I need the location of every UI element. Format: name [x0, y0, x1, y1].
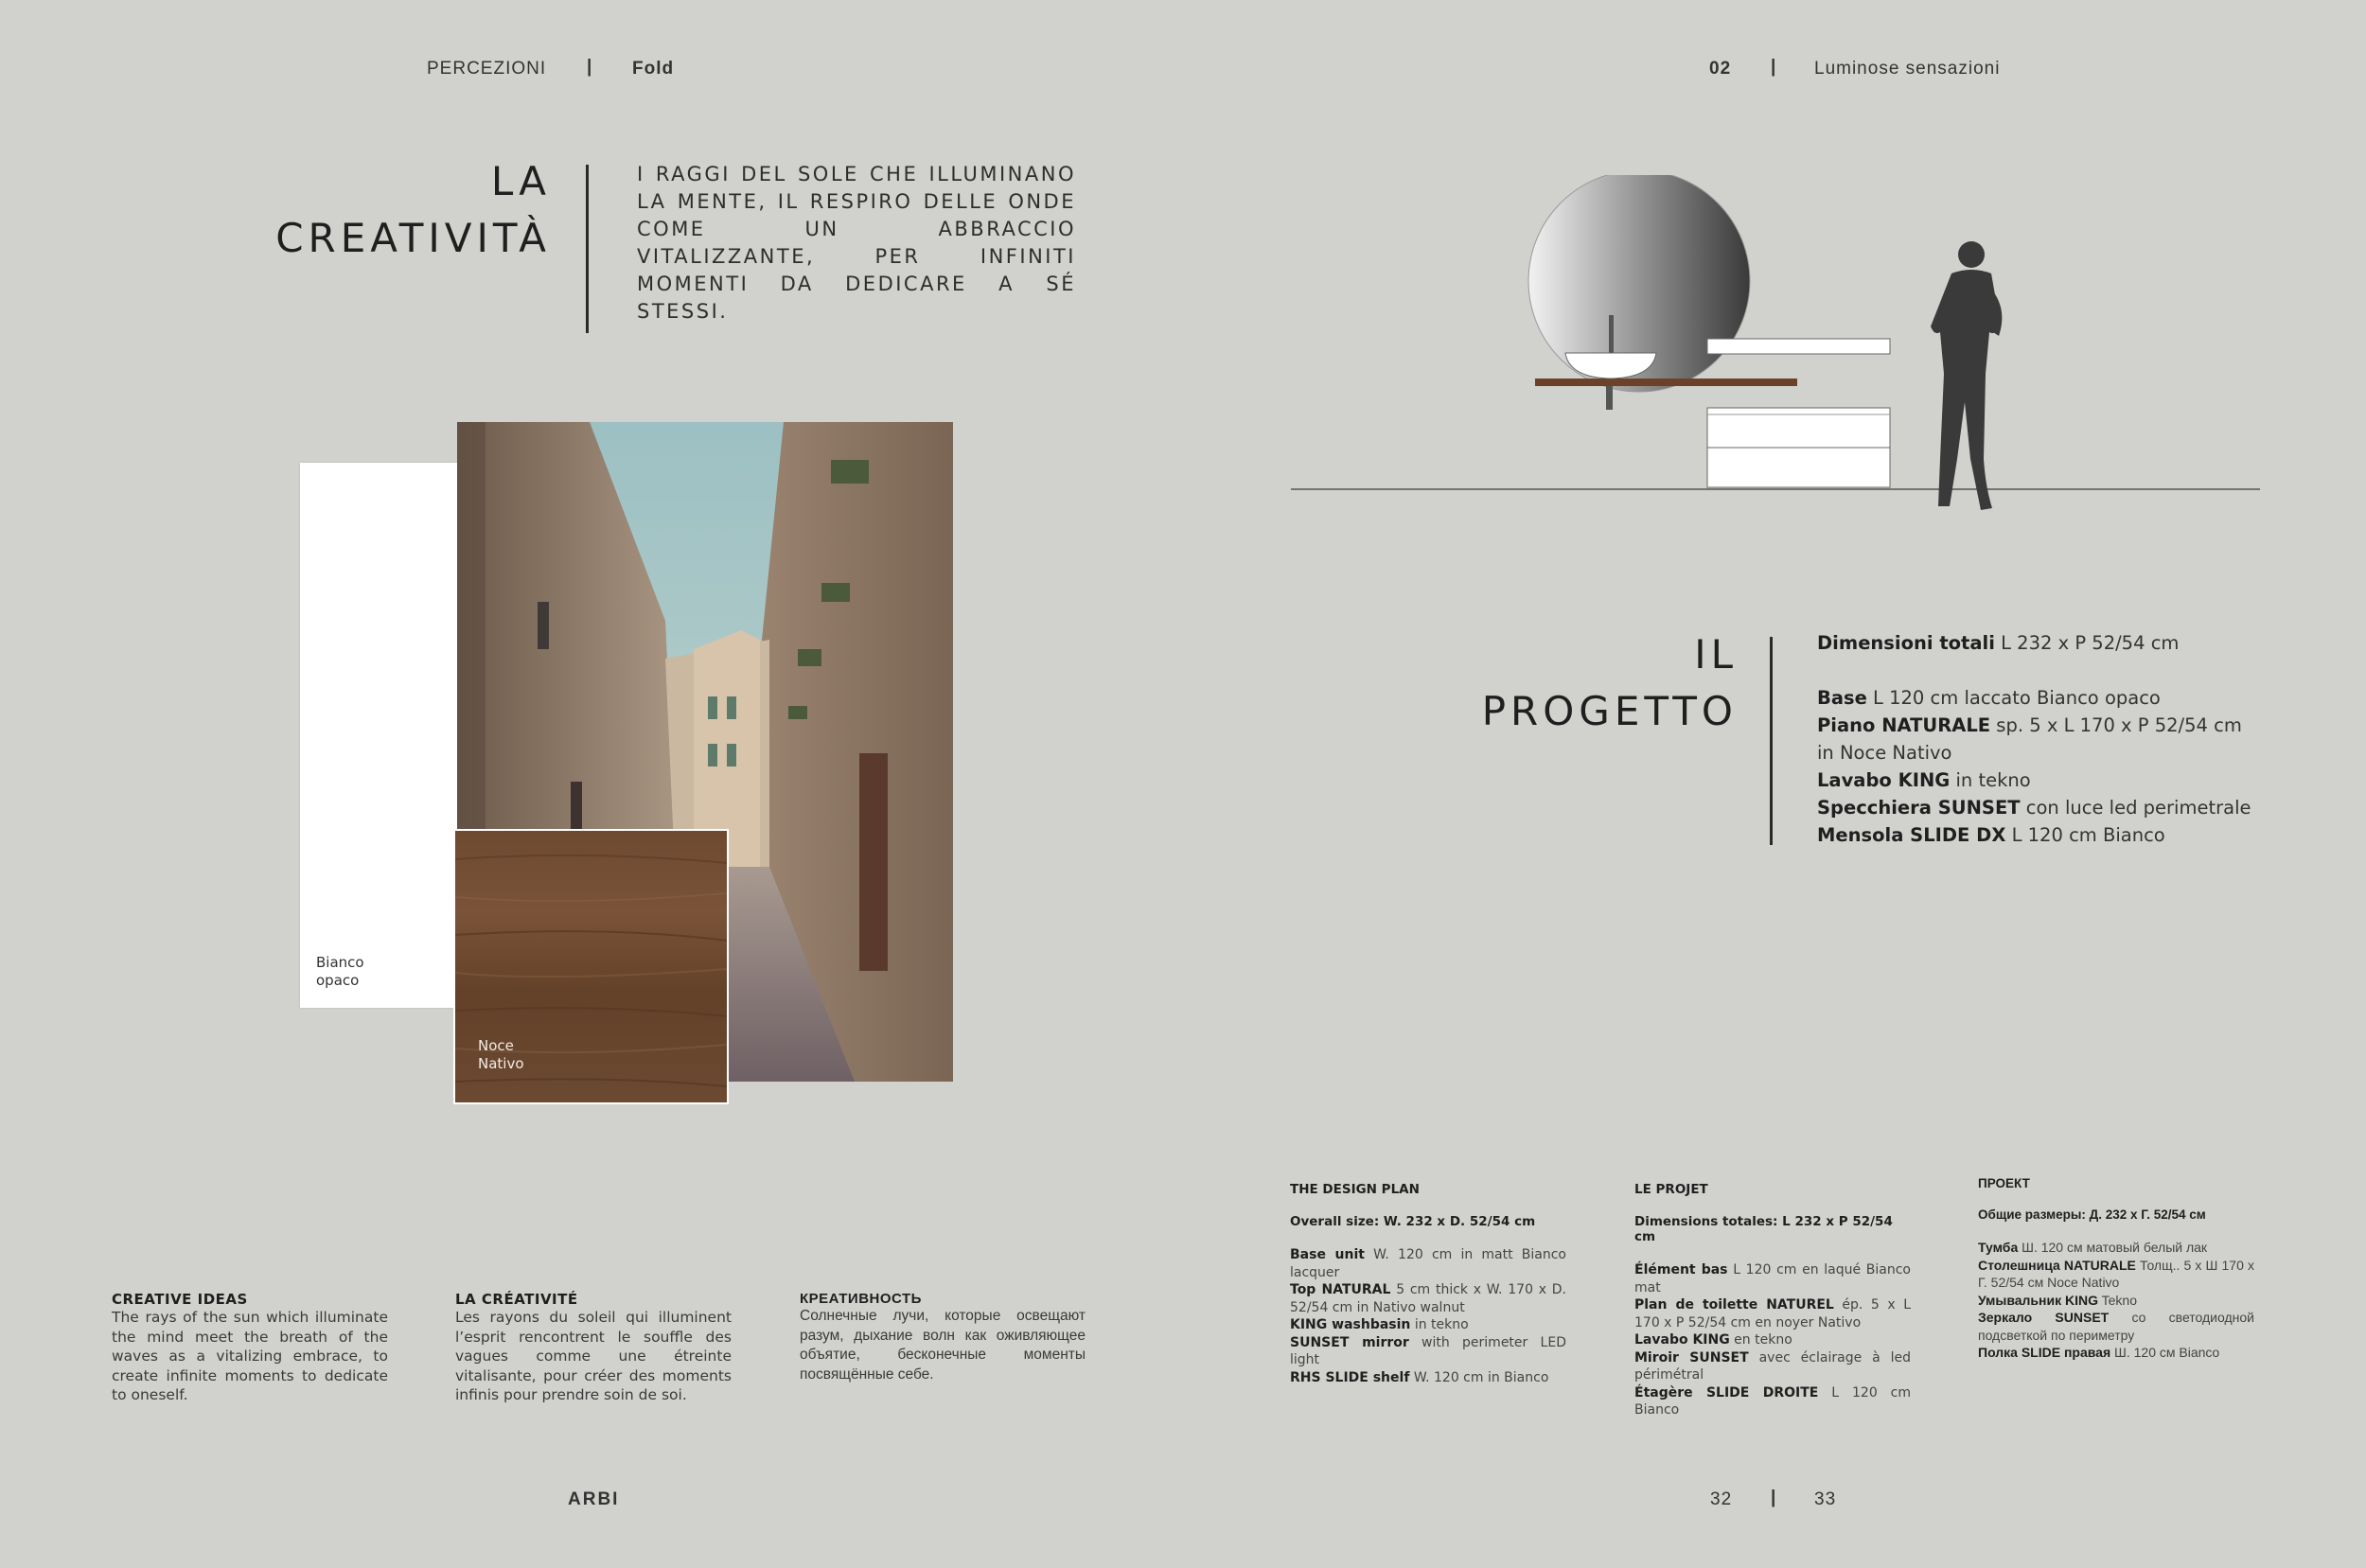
- translation-fr-heading: LA CRÉATIVITÉ: [455, 1291, 578, 1308]
- plan-fr: [1634, 1182, 1911, 1419]
- lead-text: I RAGGI DEL SOLE CHE ILLUMINANO LA MENTE, IL RESPIRO DELLE ONDE COME UN ABBRACCIO VITALIZZANTE, PER INFINITI MOMENTI DA DEDICARE A SÉ STESSI.: [637, 163, 1076, 323]
- translation-en-heading: CREATIVE IDEAS: [112, 1291, 248, 1308]
- swatch-noce-nativo: [453, 829, 729, 1104]
- spec-item: Piano NATURALE sp. 5 x L 170 x P 52/54 cm in Noce Nativo: [1817, 714, 2242, 764]
- section-title-line-2: PROGETTO: [1481, 688, 1738, 734]
- spec-item: Base L 120 cm laccato Bianco opaco: [1817, 687, 2161, 709]
- swatch-noce-label: Noce Nativo: [478, 1037, 524, 1072]
- product-drawing: [1287, 175, 2262, 535]
- spec-item: Dimensioni totali L 232 x P 52/54 cm: [1817, 632, 2180, 654]
- translation-fr-text: Les rayons du soleil qui illuminent l’esprit rencontrent le souffle des vagues comme une étreinte vitalisante, pour créer des moments infinis pour prendre soin de soi.: [455, 1309, 732, 1403]
- plan-fr-items: Élément bas L 120 cm en laqué Bianco mat Plan de toilette NATUREL ép. 5 x L 170 x P 52/54 cm en noyer Nativo Lavabo KING en tekno Miroir SUNSET avec éclairage à led périmétral Étagère SLIDE DROITE L 120 cm Bianco: [1634, 1262, 1912, 1418]
- plan-ru: [1978, 1176, 2254, 1362]
- footer-separator: |: [1771, 1488, 1777, 1507]
- spec-item: Specchiera SUNSET con luce led perimetrale: [1817, 797, 2251, 819]
- header-separator-right: |: [1771, 57, 1777, 77]
- header-chapter-title: Luminose sensazioni: [1814, 59, 2001, 79]
- plan-en-items: Base unit W. 120 cm in matt Bianco lacquer Top NATURAL 5 cm thick x W. 170 x D. 52/54 cm in Nativo walnut KING washbasin in tekno SUNSET mirror with perimeter LED light RHS SLIDE shelf W. 120 cm in Bianco: [1290, 1247, 1567, 1385]
- plan-ru-heading: ПРОЕКТ: [1978, 1176, 2030, 1190]
- spec-item: Lavabo KING in tekno: [1817, 769, 2031, 791]
- page-number-right: 33: [1814, 1489, 1837, 1509]
- translation-en-text: The rays of the sun which illuminate the mind meet the breath of the waves as a vitalizing embrace, to create infinite moments to dedicate to oneself.: [112, 1309, 388, 1403]
- translation-ru-text: Солнечные лучи, которые освещают разум, дыхание волн как оживляющее объятие, бесконечные моменты посвящённые себе.: [800, 1308, 1086, 1383]
- plan-fr-overall: Dimensions totales: L 232 x P 52/54 cm: [1634, 1214, 1893, 1244]
- title-line-1: LA: [490, 158, 551, 204]
- title-divider: [586, 165, 589, 333]
- section-title-line-1: IL: [1694, 631, 1738, 678]
- translation-fr: [455, 1291, 732, 1405]
- page-title: [218, 153, 551, 267]
- title-line-2: CREATIVITÀ: [275, 215, 551, 261]
- header-chapter-number: 02: [1709, 59, 1732, 79]
- section-divider: [1770, 637, 1773, 845]
- plan-ru-overall: Общие размеры: Д. 232 x Г. 52/54 см: [1978, 1207, 2206, 1222]
- shelf-slide: [1707, 339, 1890, 354]
- swatch-bianco-label: Bianco opaco: [316, 954, 364, 989]
- plan-ru-items: Тумба Ш. 120 см матовый белый лак Столешница NATURALE Толщ.. 5 x Ш 170 x Г. 52/54 см Noce Nativo Умывальник KING Tekno Зеркало SUNSET со светодиодной подсветкой по периметру Полка SLIDE правая Ш. 120 см Bianco: [1978, 1240, 2254, 1360]
- top-naturale: [1535, 379, 1797, 386]
- spec-list: [1817, 629, 2252, 849]
- translation-ru: [800, 1291, 1086, 1384]
- spec-spacer: [1817, 657, 2252, 684]
- translation-ru-heading: КРЕАТИВНОСТЬ: [800, 1291, 922, 1307]
- plan-en-heading: THE DESIGN PLAN: [1290, 1182, 1420, 1197]
- footer-brand: ARBI: [568, 1489, 620, 1509]
- spec-item: Mensola SLIDE DX L 120 cm Bianco: [1817, 824, 2165, 846]
- plan-en: [1290, 1182, 1566, 1386]
- plan-en-overall: Overall size: W. 232 x D. 52/54 cm: [1290, 1214, 1536, 1229]
- human-figure: [1931, 241, 2002, 510]
- translation-en: [112, 1291, 388, 1405]
- header-section: PERCEZIONI: [427, 59, 547, 79]
- header-separator: |: [587, 57, 593, 77]
- section-title: [1420, 626, 1738, 740]
- page-number-left: 32: [1710, 1489, 1733, 1509]
- header-model: Fold: [632, 59, 675, 79]
- plan-fr-heading: LE PROJET: [1634, 1182, 1708, 1197]
- tap: [1609, 315, 1614, 355]
